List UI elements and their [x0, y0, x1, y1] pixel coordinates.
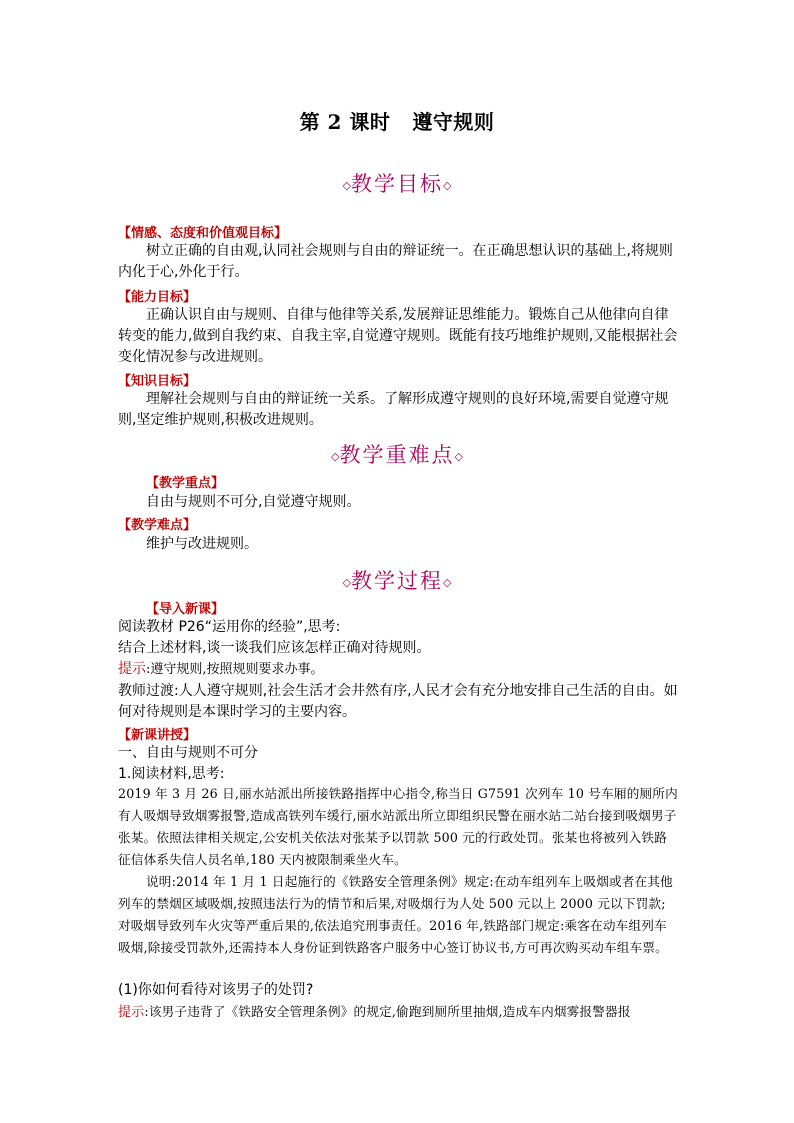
section-heading-1: 一、自由与规则不可分 — [118, 745, 258, 761]
diamond-icon: ◇ — [454, 450, 463, 463]
focus-text: 自由与规则不可分,自觉遵守规则。 — [146, 494, 361, 510]
intro-line-1: 阅读教材 P26“运用你的经验”,思考: — [118, 619, 341, 635]
difficulty-tag: 【教学难点】 — [118, 518, 197, 533]
diamond-icon: ◇ — [342, 576, 351, 589]
ability-goal-text: 正确认识自由与规则、自律与他律等关系,发展辩证思维能力。锻炼自己从他律向自律转变的能力,做到自我约束、自我主宰,自觉遵守规则。既能有技巧地维护规则,又能根据社会变化情况参与改进规则。 — [118, 307, 678, 365]
diamond-icon: ◇ — [443, 576, 452, 589]
diamond-icon: ◇ — [443, 179, 452, 192]
question-1: (1)你如何看待对该男子的处罚? — [118, 982, 314, 998]
lesson-number: 第 2 课时 — [299, 110, 391, 134]
case-material: 2019 年 3 月 26 日,丽水站派出所接铁路指挥中心指令,称当日 G7591 次列车 10 号车厢的厕所内有人吸烟导致烟雾报警,造成高铁列车缓行,丽水站派出所立即组织民警在丽水站二站台接到吸烟男子张某。依照法律相关规定,公安机关依法对张某予以罚款 500 元的行政处罚。张某也将被列入铁路征信体系失信人员名单,180 天内被限制乘坐火车。 — [118, 786, 678, 867]
section-heading-process: ◇教学过程◇ — [342, 569, 452, 593]
intro-line-2: 结合上述材料,谈一谈我们应该怎样正确对待规则。 — [118, 640, 431, 656]
emotion-goal-text: 树立正确的自由观,认同社会规则与自由的辩证统一。在正确思想认识的基础上,将规则内化于心,外化于行。 — [118, 243, 673, 280]
lesson-name: 遵守规则 — [412, 110, 495, 134]
subheading-read-material: 1.阅读材料,思考: — [118, 766, 225, 782]
diamond-icon: ◇ — [331, 450, 340, 463]
intro-hint: 提示:遵守规则,按照规则要求办事。 — [118, 661, 324, 677]
lesson-title — [0, 106, 794, 135]
focus-tag: 【教学重点】 — [146, 476, 225, 491]
section-heading-goals: ◇教学目标◇ — [342, 172, 452, 196]
section-heading-key-points: ◇教学重难点◇ — [331, 443, 463, 467]
emotion-goal-tag: 【情感、态度和价值观目标】 — [118, 226, 288, 241]
hint-label: 提示 — [118, 661, 146, 677]
diamond-icon: ◇ — [342, 179, 351, 192]
new-lesson-tag: 【新课讲授】 — [118, 728, 197, 743]
knowledge-goal-text: 理解社会规则与自由的辩证统一关系。了解形成遵守规则的良好环境,需要自觉遵守规则,坚定维护规则,积极改进规则。 — [118, 391, 669, 428]
knowledge-goal-tag: 【知识目标】 — [118, 374, 197, 389]
difficulty-text: 维护与改进规则。 — [146, 536, 258, 552]
intro-tag: 【导入新课】 — [146, 602, 225, 617]
hint-label: 提示 — [118, 1005, 145, 1020]
regulation-note: 说明:2014 年 1 月 1 日起施行的《铁路安全管理条例》规定:在动车组列车上吸烟或者在其他列车的禁烟区域吸烟,按照违法行为的情节和后果,对吸烟行为人处 500 元以上 2000 元以下罚款;对吸烟导致列车火灾等严重后果的,依法追究刑事责任。2016 年,铁路部门规定:乘客在动车组列车吸烟,除接受罚款外,还需持本人身份证到铁路客户服务中心签订协议书,方可再次购买动车组车票。 — [118, 874, 673, 955]
ability-goal-tag: 【能力目标】 — [118, 290, 197, 305]
answer-1: 提示:该男子违背了《铁路安全管理条例》的规定,偷跑到厕所里抽烟,造成车内烟雾报警器报 — [118, 1004, 631, 1020]
teacher-transition: 教师过渡:人人遵守规则,社会生活才会井然有序,人民才会有充分地安排自己生活的自由。如何对待规则是本课时学习的主要内容。 — [118, 683, 678, 720]
